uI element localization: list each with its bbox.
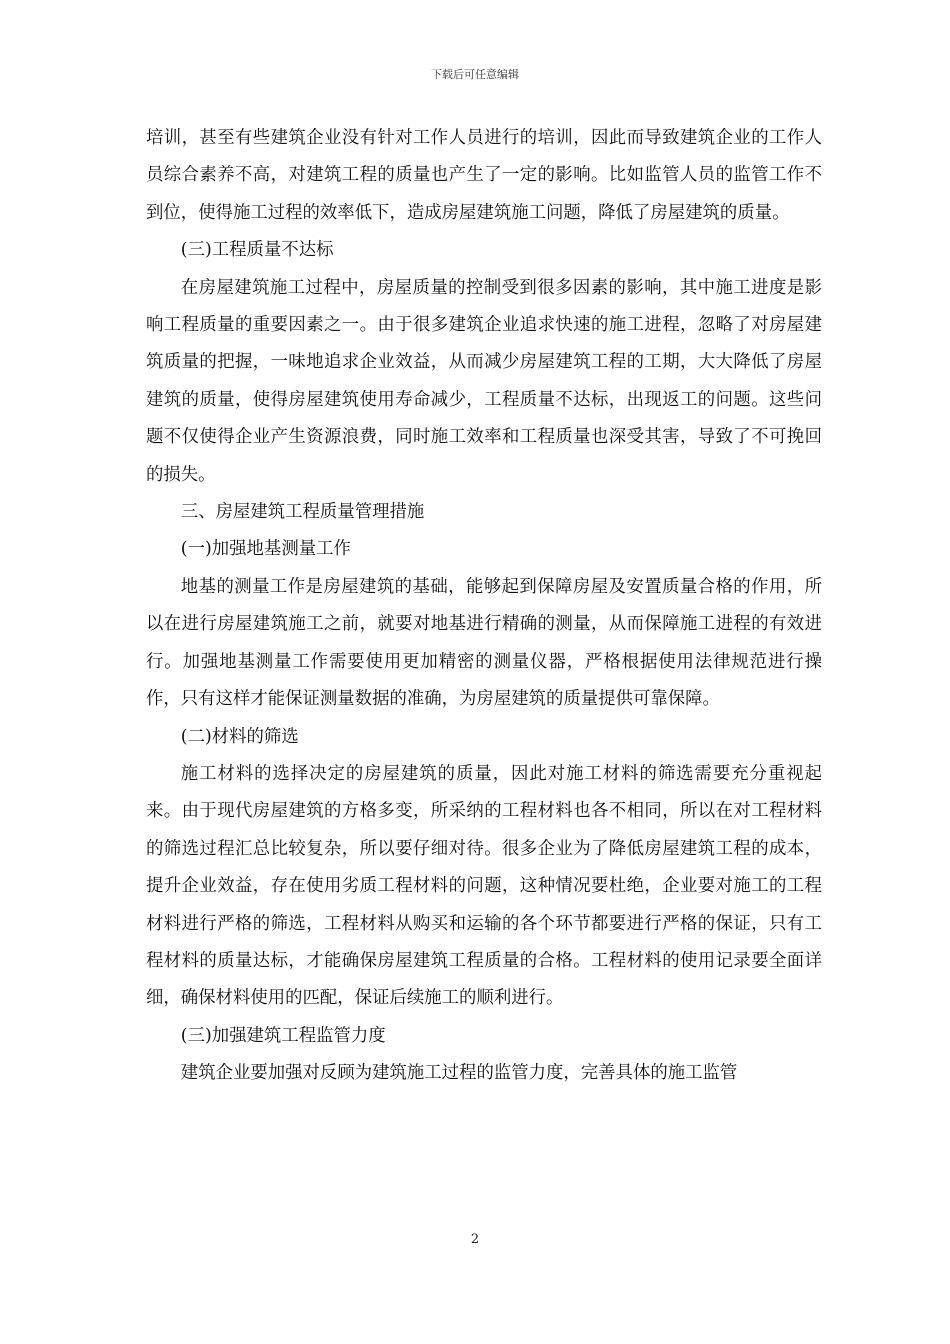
chapter-heading: 三、房屋建筑工程质量管理措施: [180, 502, 425, 523]
paragraph: 建筑企业要加强对反顾为建筑施工过程的监管力度，完善具体的施工监管: [180, 1063, 738, 1084]
section-heading-1: (一)加强地基测量工作: [180, 539, 351, 560]
page-header: 下载后可任意编辑: [431, 68, 519, 81]
paragraph: 施工材料的选择决定的房屋建筑的质量，因此对施工材料的筛选需要充分重视起来。由于现代房屋建筑的方格多变，所采纳的工程材料也各不相同，所以在对工程材料的筛选过程汇总比较复杂，所以要仔细对待。很多企业为了降低房屋建筑工程的成本，提升企业效益，存在使用劣质工程材料的问题，这种情况要杜绝，企业要对施工的工程材料进行严格的筛选，工程材料从购买和运输的各个环节都要进行严格的保证，只有工程材料的质量达标，才能确保房屋建筑工程质量的合格。工程材料的使用记录要全面详细，确保材料使用的匹配，保证后续施工的顺利进行。: [146, 763, 822, 1009]
section-heading-3b: (三)加强建筑工程监管力度: [180, 1025, 386, 1046]
section-heading-2: (二)材料的筛选: [180, 726, 299, 747]
document-body: [146, 120, 822, 1093]
paragraph: 地基的测量工作是房屋建筑的基础，能够起到保障房屋及安置质量合格的作用，所以在进行房屋建筑施工之前，就要对地基进行精确的测量，从而保障施工进程的有效进行。加强地基测量工作需要使用更加精密的测量仪器，严格根据使用法律规范进行操作，只有这样才能保证测量数据的准确，为房屋建筑的质量提供可靠保障。: [146, 576, 822, 710]
paragraph: 在房屋建筑施工过程中，房屋质量的控制受到很多因素的影响，其中施工进度是影响工程质量的重要因素之一。由于很多建筑企业追求快速的施工进程，忽略了对房屋建筑质量的把握，一味地追求企业效益，从而减少房屋建筑工程的工期，大大降低了房屋建筑的质量，使得房屋建筑使用寿命减少，工程质量不达标，出现返工的问题。这些问题不仅使得企业产生资源浪费，同时施工效率和工程质量也深受其害，导致了不可挽回的损失。: [146, 277, 822, 485]
paragraph-continuation: 培训，甚至有些建筑企业没有针对工作人员进行的培训，因此而导致建筑企业的工作人员综合素养不高，对建筑工程的质量也产生了一定的影响。比如监管人员的监管工作不到位，使得施工过程的效率低下，造成房屋建筑施工问题，降低了房屋建筑的质量。: [146, 128, 822, 223]
page-number: 2: [470, 1232, 480, 1247]
section-heading-3: (三)工程质量不达标: [180, 240, 334, 261]
